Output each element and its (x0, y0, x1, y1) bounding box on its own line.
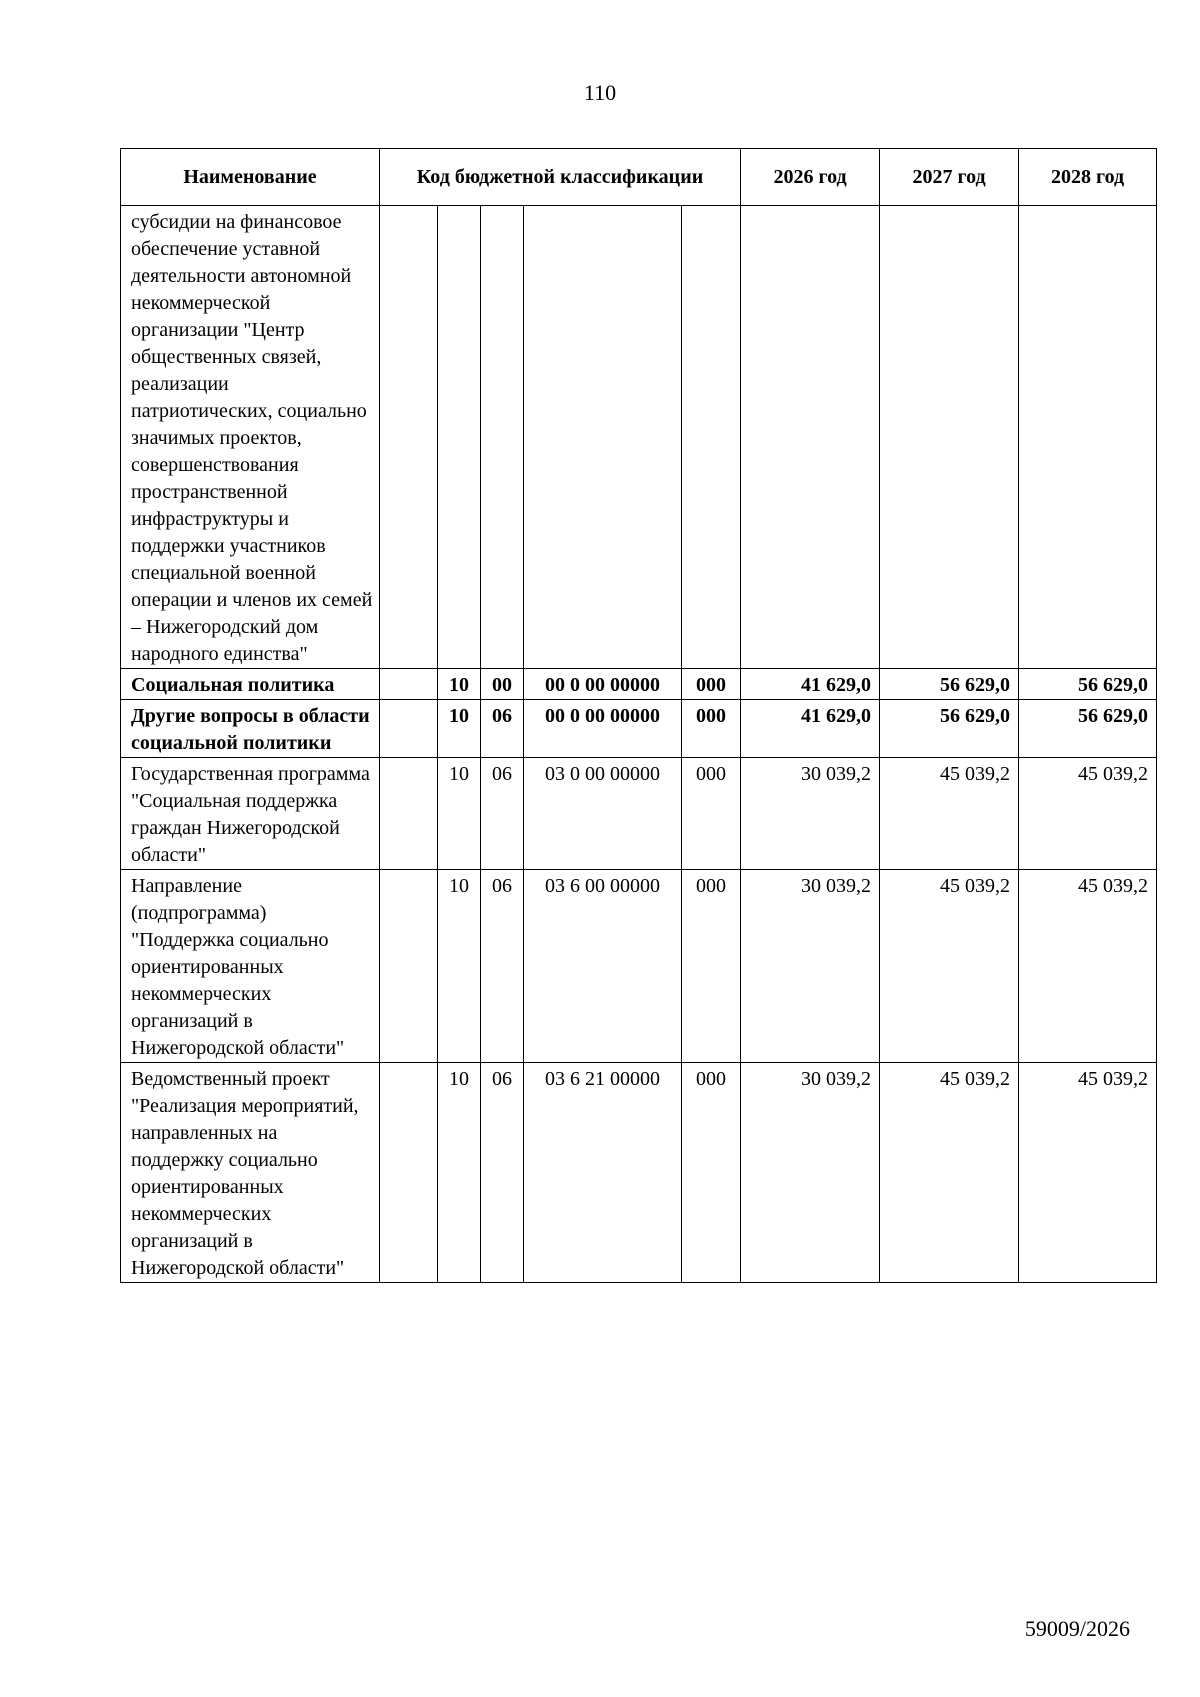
row-amount-2028: 56 629,0 (1019, 669, 1157, 700)
row-code-target: 00 0 00 00000 (524, 669, 682, 700)
row-code-expense-type: 000 (682, 669, 741, 700)
row-code-target: 00 0 00 00000 (524, 700, 682, 758)
row-amount-2026: 30 039,2 (741, 870, 880, 1063)
table-row (121, 758, 1157, 870)
row-code-section: 10 (438, 669, 481, 700)
row-name: Государственная программа "Социальная поддержка граждан Нижегородской области" (121, 758, 380, 870)
row-amount-2028 (1019, 206, 1157, 669)
row-amount-2026: 41 629,0 (741, 669, 880, 700)
budget-table (120, 148, 1157, 1283)
row-name: Социальная политика (121, 669, 380, 700)
row-amount-2027: 45 039,2 (880, 1063, 1019, 1283)
row-code-expense-type: 000 (682, 700, 741, 758)
row-amount-2028: 45 039,2 (1019, 758, 1157, 870)
table-row (121, 669, 1157, 700)
table-row (121, 206, 1157, 669)
row-code-target: 03 6 00 00000 (524, 870, 682, 1063)
row-code-section: 10 (438, 870, 481, 1063)
row-amount-2027: 45 039,2 (880, 870, 1019, 1063)
page-number: 110 (583, 80, 617, 105)
header-row (121, 149, 1157, 206)
table-row (121, 870, 1157, 1063)
document-number: 59009/2026 (1024, 1616, 1130, 1641)
row-code-subsection (481, 206, 524, 669)
row-amount-2026: 30 039,2 (741, 1063, 880, 1283)
header-2028: 2028 год (1019, 149, 1157, 206)
row-code-expense-type: 000 (682, 1063, 741, 1283)
row-code-section: 10 (438, 758, 481, 870)
header-code: Код бюджетной классификации (380, 149, 741, 206)
row-name: Направление (подпрограмма) "Поддержка социально ориентированных некоммерческих организаций в Нижегородской области" (121, 870, 380, 1063)
row-code-blank (380, 206, 438, 669)
row-amount-2027: 56 629,0 (880, 700, 1019, 758)
header-2026: 2026 год (741, 149, 880, 206)
row-code-blank (380, 758, 438, 870)
header-2027: 2027 год (880, 149, 1019, 206)
row-code-blank (380, 1063, 438, 1283)
row-code-target (524, 206, 682, 669)
row-code-blank (380, 870, 438, 1063)
row-code-blank (380, 669, 438, 700)
row-code-subsection: 06 (481, 700, 524, 758)
row-code-subsection: 06 (481, 1063, 524, 1283)
row-amount-2028: 45 039,2 (1019, 1063, 1157, 1283)
row-code-target: 03 0 00 00000 (524, 758, 682, 870)
row-code-expense-type (682, 206, 741, 669)
row-amount-2027: 56 629,0 (880, 669, 1019, 700)
row-name: субсидии на финансовое обеспечение уставной деятельности автономной некоммерческой организации "Центр общественных связей, реализации патриотических, социально значимых проектов, совершенствования пространственной инфраструктуры и поддержки участников специальной военной операции и членов их семей – Нижегородский дом народного единства" (121, 206, 380, 669)
row-amount-2026 (741, 206, 880, 669)
row-name: Другие вопросы в области социальной политики (121, 700, 380, 758)
row-code-expense-type: 000 (682, 758, 741, 870)
header-name: Наименование (121, 149, 380, 206)
row-amount-2028: 45 039,2 (1019, 870, 1157, 1063)
table-row (121, 700, 1157, 758)
row-code-subsection: 00 (481, 669, 524, 700)
row-code-subsection: 06 (481, 870, 524, 1063)
row-amount-2026: 41 629,0 (741, 700, 880, 758)
row-amount-2027 (880, 206, 1019, 669)
row-name: Ведомственный проект "Реализация мероприятий, направленных на поддержку социально ориентированных некоммерческих организаций в Нижегородской области" (121, 1063, 380, 1283)
row-amount-2027: 45 039,2 (880, 758, 1019, 870)
row-code-section (438, 206, 481, 669)
table-row (121, 1063, 1157, 1283)
row-code-section: 10 (438, 700, 481, 758)
row-amount-2028: 56 629,0 (1019, 700, 1157, 758)
row-code-section: 10 (438, 1063, 481, 1283)
row-code-blank (380, 700, 438, 758)
row-amount-2026: 30 039,2 (741, 758, 880, 870)
row-code-subsection: 06 (481, 758, 524, 870)
row-code-target: 03 6 21 00000 (524, 1063, 682, 1283)
row-code-expense-type: 000 (682, 870, 741, 1063)
